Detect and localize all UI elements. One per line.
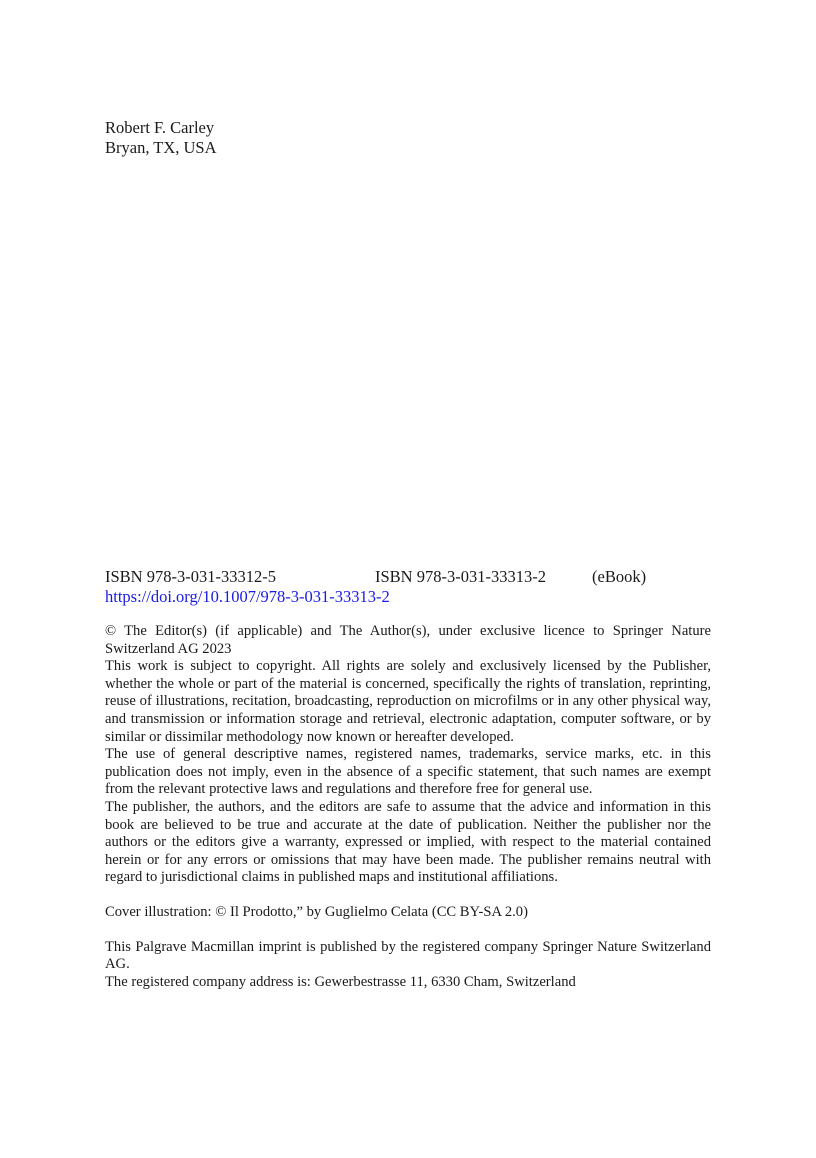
author-name: Robert F. Carley — [105, 118, 215, 137]
legal-notice — [105, 623, 711, 991]
author-block — [105, 118, 217, 158]
author-location: Bryan, TX, USA — [105, 138, 217, 157]
names-statement: The use of general descriptive names, registered names, trademarks, service marks, etc. in this publication does not imply, even in the absence of a specific statement, that such names are exempt from the relevant protective laws and regulations and therefore free for general use. — [105, 746, 711, 798]
rights-statement: This work is subject to copyright. All rights are solely and exclusively licensed by the Publisher, whether the whole or part of the material is concerned, specifically the rights of translation, reprinting, reuse of illustrations, recitation, broadcasting, reproduction on microfilms or in any other physical way, and transmission or information storage and retrieval, electronic adaptation, computer software, or by similar or dissimilar methodology now known or hereafter developed. — [105, 658, 711, 745]
doi-link[interactable]: https://doi.org/10.1007/978-3-031-33313-2 — [105, 587, 390, 606]
imprint-statement: This Palgrave Macmillan imprint is published by the registered company Springer Nature Switzerland AG. — [105, 938, 711, 973]
isbn-ebook: ISBN 978-3-031-33313-2 — [375, 567, 546, 586]
disclaimer-statement: The publisher, the authors, and the editors are safe to assume that the advice and information in this book are believed to be true and accurate at the date of publication. Neither the publisher nor the authors or the editors give a warranty, expressed or implied, with respect to the material contained herein or for any errors or omissions that may have been made. The publisher remains neutral with regard to jurisdictional claims in published maps and institutional affiliations. — [105, 798, 711, 886]
cover-credit: Cover illustration: © Il Prodotto,” by Guglielmo Celata (CC BY-SA 2.0) — [105, 903, 528, 920]
isbn-block — [105, 567, 711, 607]
isbn-line — [105, 567, 711, 587]
address-statement: The registered company address is: Gewerbestrasse 11, 6330 Cham, Switzerland — [105, 973, 576, 990]
ebook-label: (eBook) — [592, 567, 647, 586]
isbn-print: ISBN 978-3-031-33312-5 — [105, 567, 276, 586]
copyright-statement: © The Editor(s) (if applicable) and The Author(s), under exclusive licence to Springer Nature Switzerland AG 2023 — [105, 623, 711, 657]
